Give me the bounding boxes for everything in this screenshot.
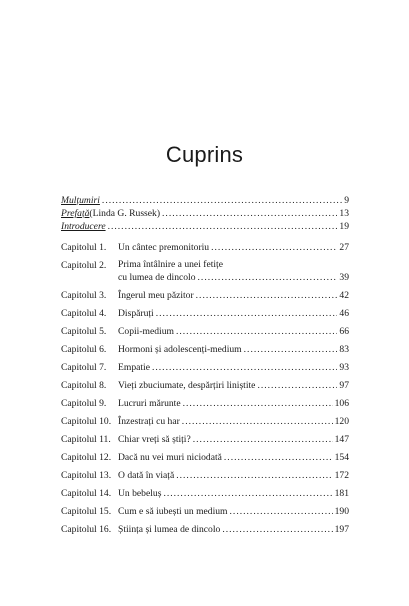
chapter-title: Lucruri mărunte — [118, 398, 181, 409]
chapter-body — [118, 487, 349, 500]
chapter-title-row — [118, 325, 349, 338]
chapter-title-row — [118, 361, 349, 374]
chapter-title-row — [118, 271, 349, 284]
chapter-body — [118, 433, 349, 446]
chapter-body — [118, 523, 349, 536]
page-number: 97 — [339, 380, 349, 391]
page-number: 42 — [339, 290, 349, 301]
chapter-body — [118, 343, 349, 356]
chapter-body — [118, 451, 349, 464]
chapter-title-row — [118, 415, 349, 428]
chapter-title: Un cântec premonitoriu — [118, 242, 210, 253]
chapter-body — [118, 397, 349, 410]
chapter-title-row — [118, 523, 349, 536]
dot-leader — [196, 289, 338, 302]
dot-leader — [102, 194, 342, 207]
chapter-entry[interactable] — [61, 343, 349, 356]
chapter-label: Capitolul 3. — [61, 290, 107, 301]
page-number: 39 — [339, 272, 349, 283]
chapter-title: O dată în viață — [118, 470, 175, 481]
page-number: 120 — [334, 416, 349, 427]
toc-entry[interactable] — [61, 220, 349, 233]
chapter-title-row — [118, 241, 349, 254]
dot-leader — [176, 469, 332, 482]
chapter-label: Capitolul 14. — [61, 488, 112, 499]
chapter-title: Dispăruți — [118, 308, 154, 319]
chapter-label: Capitolul 7. — [61, 362, 107, 373]
chapter-title: Vieți zbuciumate, despărțiri liniștite — [118, 380, 256, 391]
entry-author: (Linda G. Russek) — [89, 208, 161, 219]
table-of-contents — [61, 194, 349, 541]
entry-title: Mulțumiri — [61, 195, 100, 206]
page-title: Cuprins — [165, 142, 244, 167]
chapter-body — [118, 361, 349, 374]
chapter-title: Înzestrați cu har — [118, 416, 180, 427]
chapter-body — [118, 469, 349, 482]
chapter-title: Chiar vreți să știți? — [118, 434, 191, 445]
chapter-title: cu lumea de dincolo — [118, 272, 196, 283]
chapter-label: Capitolul 15. — [61, 506, 112, 517]
chapter-entry[interactable] — [61, 523, 349, 536]
chapter-body — [118, 241, 349, 254]
dot-leader — [156, 307, 338, 320]
chapter-title: Copii-medium — [118, 326, 174, 337]
dot-leader — [257, 379, 337, 392]
dot-leader — [176, 325, 337, 338]
dot-leader — [182, 415, 333, 428]
chapter-entry[interactable] — [61, 259, 349, 284]
chapter-label: Capitolul 16. — [61, 524, 112, 535]
dot-leader — [230, 505, 333, 518]
chapter-title: Știința și lumea de dincolo — [118, 524, 221, 535]
chapter-title: Îngerul meu păzitor — [118, 290, 194, 301]
chapter-entry[interactable] — [61, 325, 349, 338]
chapter-entry[interactable] — [61, 289, 349, 302]
page-number: 93 — [339, 362, 349, 373]
chapter-title: Empatie — [118, 362, 150, 373]
chapter-label: Capitolul 10. — [61, 416, 112, 427]
chapter-body — [118, 379, 349, 392]
page-number: 13 — [339, 208, 349, 219]
chapter-label: Capitolul 8. — [61, 380, 107, 391]
chapter-entry[interactable] — [61, 415, 349, 428]
dot-leader — [211, 241, 337, 254]
chapter-title-row — [118, 505, 349, 518]
chapter-label: Capitolul 9. — [61, 398, 107, 409]
chapter-label: Capitolul 2. — [61, 260, 107, 271]
chapter-body — [118, 505, 349, 518]
chapter-entry[interactable] — [61, 505, 349, 518]
chapter-entry[interactable] — [61, 361, 349, 374]
page-number: 66 — [339, 326, 349, 337]
dot-leader — [193, 433, 333, 446]
page-number: 190 — [334, 506, 349, 517]
entry-title: Prefață — [61, 208, 90, 219]
dot-leader — [183, 397, 333, 410]
dot-leader — [152, 361, 337, 374]
chapter-title: Cum e să iubești un medium — [118, 506, 228, 517]
front-matter-list — [61, 194, 349, 233]
chapter-entry[interactable] — [61, 451, 349, 464]
chapter-label: Capitolul 5. — [61, 326, 107, 337]
chapter-body — [118, 289, 349, 302]
chapter-entry[interactable] — [61, 433, 349, 446]
chapter-label: Capitolul 4. — [61, 308, 107, 319]
chapter-label: Capitolul 1. — [61, 242, 107, 253]
dot-leader — [224, 451, 333, 464]
chapter-body — [118, 325, 349, 338]
toc-entry[interactable] — [61, 194, 349, 207]
dot-leader — [162, 207, 337, 220]
page-number: 181 — [334, 488, 349, 499]
section-gap — [61, 233, 349, 241]
page-number: 154 — [334, 452, 349, 463]
page-number: 197 — [334, 524, 349, 535]
chapter-body — [118, 259, 349, 284]
page-number: 19 — [339, 221, 349, 232]
page-number: 27 — [339, 242, 349, 253]
page-number: 106 — [334, 398, 349, 409]
chapter-title-row — [118, 307, 349, 320]
dot-leader — [222, 523, 332, 536]
chapter-title-row — [118, 451, 349, 464]
chapter-entry[interactable] — [61, 307, 349, 320]
chapter-entry[interactable] — [61, 241, 349, 254]
chapter-title-row — [118, 487, 349, 500]
chapter-label: Capitolul 12. — [61, 452, 112, 463]
chapter-list — [61, 241, 349, 536]
dot-leader — [244, 343, 338, 356]
chapter-title-row — [118, 379, 349, 392]
chapter-title-row — [118, 343, 349, 356]
chapter-title: Hormoni și adolescenți-medium — [118, 344, 242, 355]
toc-entry[interactable] — [61, 207, 349, 220]
chapter-body — [118, 415, 349, 428]
chapter-title-row — [118, 433, 349, 446]
chapter-title-row — [118, 469, 349, 482]
chapter-label: Capitolul 11. — [61, 434, 111, 445]
chapter-body — [118, 307, 349, 320]
chapter-label: Capitolul 6. — [61, 344, 107, 355]
chapter-title-row — [118, 289, 349, 302]
page-number: 46 — [339, 308, 349, 319]
page-number: 172 — [334, 470, 349, 481]
dot-leader — [163, 487, 332, 500]
chapter-title-line: Prima întâlnire a unei fetițe — [118, 259, 223, 270]
page-number: 9 — [344, 195, 349, 206]
chapter-entry[interactable] — [61, 379, 349, 392]
dot-leader — [108, 220, 338, 233]
chapter-title-row — [118, 397, 349, 410]
chapter-title: Un bebeluș — [118, 488, 162, 499]
chapter-title: Dacă nu vei muri niciodată — [118, 452, 222, 463]
chapter-entry[interactable] — [61, 469, 349, 482]
dot-leader — [198, 271, 338, 284]
chapter-entry[interactable] — [61, 487, 349, 500]
chapter-entry[interactable] — [61, 397, 349, 410]
page-number: 147 — [334, 434, 349, 445]
chapter-label: Capitolul 13. — [61, 470, 112, 481]
page-number: 83 — [339, 344, 349, 355]
entry-title: Introducere — [61, 221, 106, 232]
